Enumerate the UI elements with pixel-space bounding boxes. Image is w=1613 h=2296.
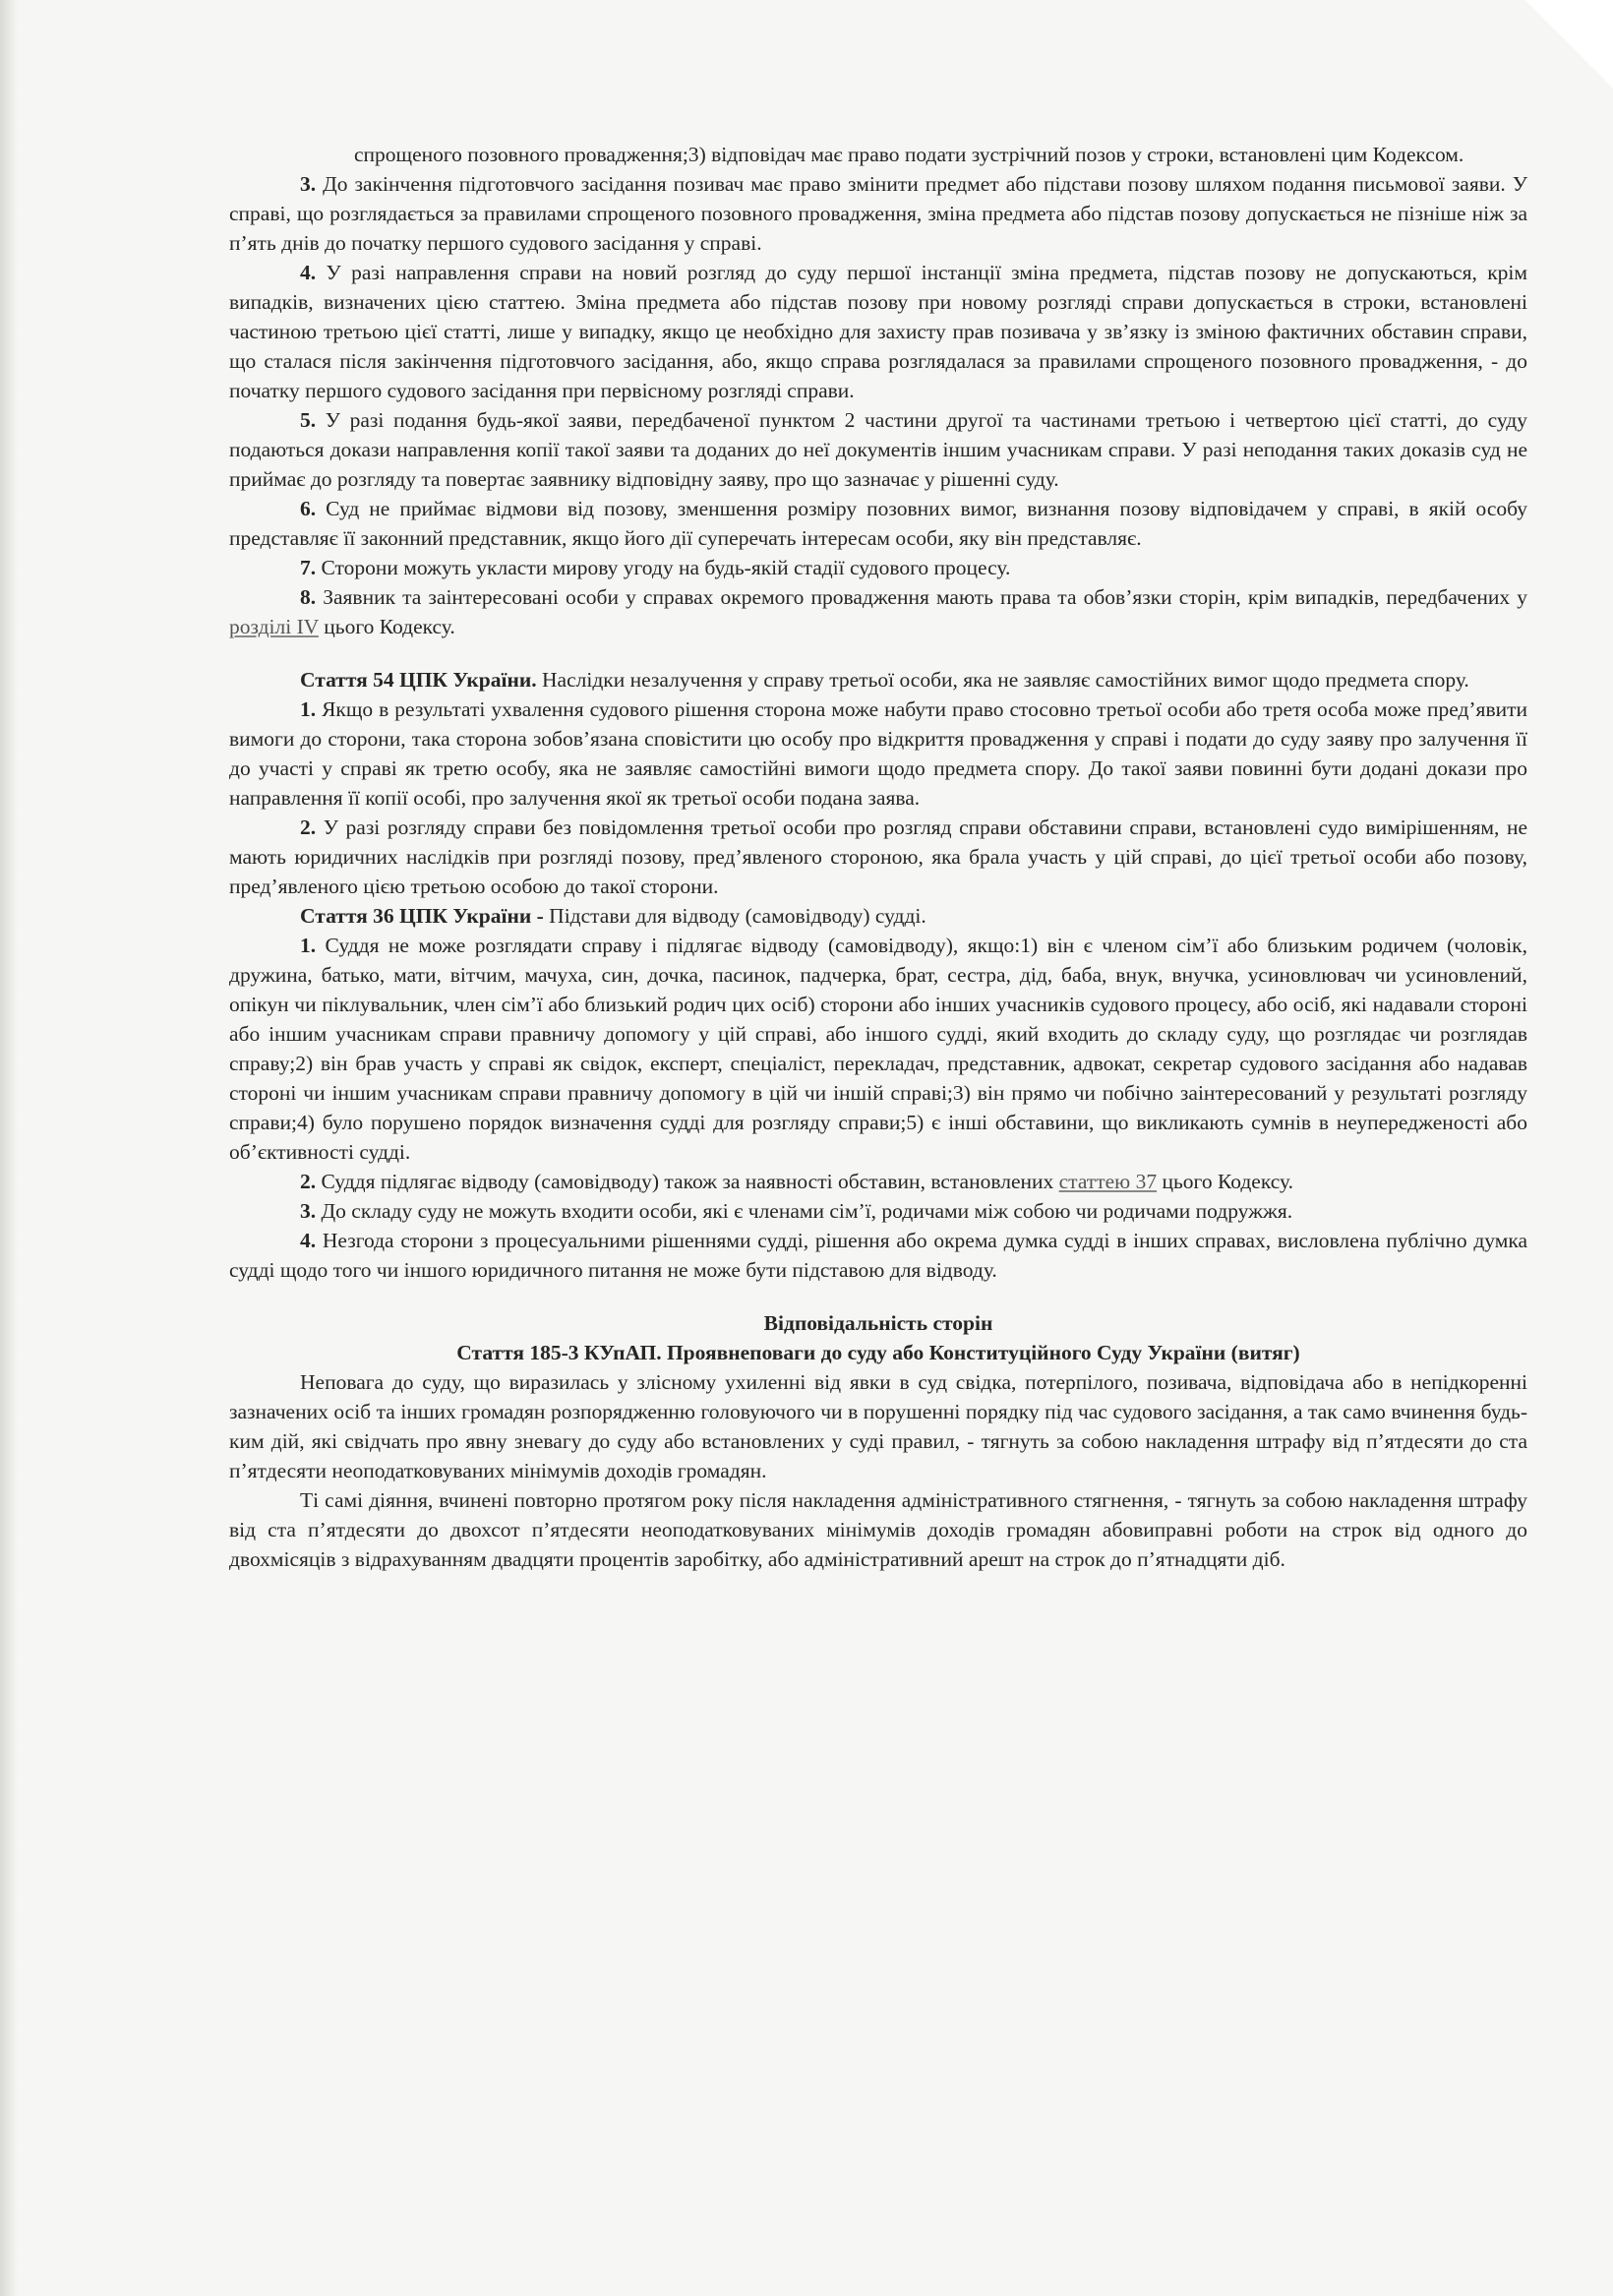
paragraph-item-6	[229, 494, 1527, 553]
item-text: Якщо в результаті ухвалення судового рішення сторона може набути право стосовно третьої особи або третя особа може пред’явити вимоги до сторони, така сторона зобов’язана сповістити цю особу про відкриття провадження у справі і подати до суду заяву про залучення її до участі у справі як третю особу, яка не заявляє самостійні вимоги щодо предмета спору. До такої заяви повинні бути додані докази про направлення її копії особі, про залучення якої як третьої особи подана заява.	[229, 697, 1527, 810]
item-text: Суд не приймає відмови від позову, зменшення розміру позовних вимог, визнання позову відповідачем у справі, в якій особу представляє її законний представник, якщо його дії суперечать інтересам особи, яку він представляє.	[229, 497, 1527, 550]
item-number: 2.	[300, 1170, 317, 1193]
item-number: 8.	[300, 585, 317, 609]
liability-section-title: Відповідальність сторін	[763, 1311, 993, 1335]
liability-section	[229, 1308, 1527, 1574]
article-54-item-2	[229, 813, 1527, 901]
item-text: Суддя не може розглядати справу і підлягає відводу (самовідводу), якщо:1) він є членом сім’ї або близьким родичем (чоловік, дружина, батько, мати, вітчим, мачуха, син, дочка, пасинок, падчерка, брат, сестра, дід, баба, внук, внучка, усиновлювач чи усиновлений, опікун чи піклувальник, член сім’ї або близький родич цих осіб) сторони або інших учасників судового процесу, або осіб, які надавали стороні або іншим учасникам справи правничу допомогу у цій справі, або іншого судді, який входить до складу суду, що розглядає чи розглядав справу;2) він брав участь у справі як свідок, експерт, спеціаліст, перекладач, представник, адвокат, секретар судового засідання або надавав стороні чи іншим учасникам справи правничу допомогу в цій чи іншій справі;3) він прямо чи побічно заінтересований у результаті розгляду справи;4) було порушено порядок визначення судді для розгляду справи;5) є інші обставини, що викликають сумнів в неупередженості або об’єктивності судді.	[229, 934, 1528, 1164]
item-number: 7.	[300, 556, 317, 579]
article-36-label: Стаття 36 ЦПК України -	[300, 904, 544, 928]
item-text: У разі розгляду справи без повідомлення третьої особи про розгляд справи обставини справи, встановлені судо вимірішенням, не мають юридичних наслідків при розгляді позову, пред’явленого стороною, яка брала участь у цій справі, до цієї третьої особи або позову, пред’явленого цією третьою особою до такої сторони.	[229, 816, 1528, 898]
item-text: Сторони можуть укласти мирову угоду на будь-якій стадії судового процесу.	[321, 556, 1011, 579]
article-36-item-4	[229, 1226, 1527, 1285]
article-54-title: Наслідки незалучення у справу третьої особи, яка не заявляє самостійних вимог щодо предмета спору.	[536, 668, 1469, 692]
item-text: Суддя підлягає відводу (самовідводу) також за наявності обставин, встановлених	[321, 1170, 1059, 1193]
paragraph-item-3	[229, 169, 1527, 258]
liability-paragraph-1: Неповага до суду, що виразилась у злісному ухиленні від явки в суд свідка, потерпілого, позивача, відповідача або в непідкоренні зазначених осіб та інших громадян розпорядженню головуючого чи в порушенні порядку під час судового засідання, а так само вчинення будь-ким дій, які свідчать про явну зневагу до суду або встановлених у суді правил, - тягнуть за собою накладення штрафу від п’ятдесяти до ста п’ятдесяти неоподатковуваних мінімумів доходів громадян.	[229, 1370, 1527, 1482]
item-text-tail: цього Кодексу.	[318, 615, 455, 638]
item-text: Заявник та заінтересовані особи у справах окремого провадження мають права та обов’язки сторін, крім випадків, передбачених у	[323, 585, 1527, 609]
item-number: 3.	[300, 172, 317, 196]
item-text: До складу суду не можуть входити особи, які є членами сім’ї, родичами між собою чи родичами подружжя.	[321, 1199, 1293, 1223]
page-corner-fold	[1524, 0, 1613, 89]
item-number: 1.	[300, 697, 317, 721]
article-36-heading	[229, 901, 1527, 931]
item-number: 4.	[300, 261, 317, 284]
article-36	[229, 901, 1527, 1285]
continuation-paragraph: спрощеного позовного провадження;3) відповідач має право подати зустрічний позов у строки, встановлені цим Кодексом.	[354, 143, 1464, 166]
item-text-tail: цього Кодексу.	[1157, 1170, 1293, 1193]
article-54-heading	[229, 665, 1527, 695]
document-body	[229, 140, 1527, 1574]
item-text: Незгода сторони з процесуальними рішеннями судді, рішення або окрема думка судді в інших справах, висловлена публічно думка судді щодо того чи іншого юридичного питання не може бути підставою для відводу.	[229, 1229, 1527, 1282]
paragraph-item-4	[229, 258, 1527, 405]
paragraph-item-7	[229, 553, 1527, 582]
item-text: До закінчення підготовчого засідання позивач має право змінити предмет або підстави позову шляхом подання письмової заяви. У справі, що розглядається за правилами спрощеного позовного провадження, зміна предмета або підстав позову допускається не пізніше ніж за п’ять днів до початку першого судового засідання у справі.	[229, 172, 1527, 255]
liability-paragraph-2: Ті самі діяння, вчинені повторно протягом року після накладення адміністративного стягнення, - тягнуть за собою накладення штрафу від ста п’ятдесяти до двохсот п’ятдесяти неоподатковуваних мінімумів доходів громадян абовиправні роботи на строк від одного до двохмісяців з відрахуванням двадцяти процентів заробітку, або адміністративний арешт на строк до п’ятнадцяти діб.	[229, 1488, 1527, 1571]
article-54-label: Стаття 54 ЦПК України.	[300, 668, 537, 692]
article-185-3-title: Стаття 185-3 КУпАП. Проявнеповаги до суду або Конституційного Суду України (витяг)	[456, 1341, 1300, 1364]
paragraph-item-5	[229, 405, 1527, 494]
item-text: У разі подання будь-якої заяви, передбаченої пунктом 2 частини другої та частинами третьою і четвертою цієї статті, до суду подаються докази направлення копії такої заяви та доданих до неї документів іншим учасникам справи. У разі неподання таких доказів суд не приймає до розгляду та повертає заявнику відповідну заяву, про що зазначає у рішенні суду.	[229, 408, 1527, 491]
item-number: 1.	[300, 934, 317, 957]
article-36-title: Підстави для відводу (самовідводу) судді.	[543, 904, 926, 928]
item-number: 2.	[300, 816, 317, 839]
article-part-list	[229, 169, 1527, 641]
item-number: 3.	[300, 1199, 317, 1223]
article-36-item-3	[229, 1196, 1527, 1226]
article-36-item-2	[229, 1167, 1527, 1196]
article-37-link[interactable]: статтею 37	[1058, 1170, 1158, 1193]
article-36-item-1	[229, 931, 1527, 1167]
section-iv-link[interactable]: розділі IV	[229, 615, 319, 638]
item-number: 6.	[300, 497, 317, 520]
article-54-item-1	[229, 695, 1527, 813]
item-text: У разі направлення справи на новий розгляд до суду першої інстанції зміна предмета, підстав позову не допускаються, крім випадків, визначених цією статтею. Зміна предмета або підстав позову при новому розгляді справи допускається в строки, встановлені частиною третьою цієї статті, лише у випадку, якщо це необхідно для захисту прав позивача у зв’язку із зміною фактичних обставин справи, що сталася після закінчення підготовчого засідання, або, якщо справа розглядалася за правилами спрощеного позовного провадження, - до початку першого судового засідання при первісному розгляді справи.	[229, 261, 1527, 402]
item-number: 5.	[300, 408, 317, 432]
item-number: 4.	[300, 1229, 317, 1252]
paragraph-item-8	[229, 582, 1527, 641]
article-54	[229, 665, 1527, 901]
